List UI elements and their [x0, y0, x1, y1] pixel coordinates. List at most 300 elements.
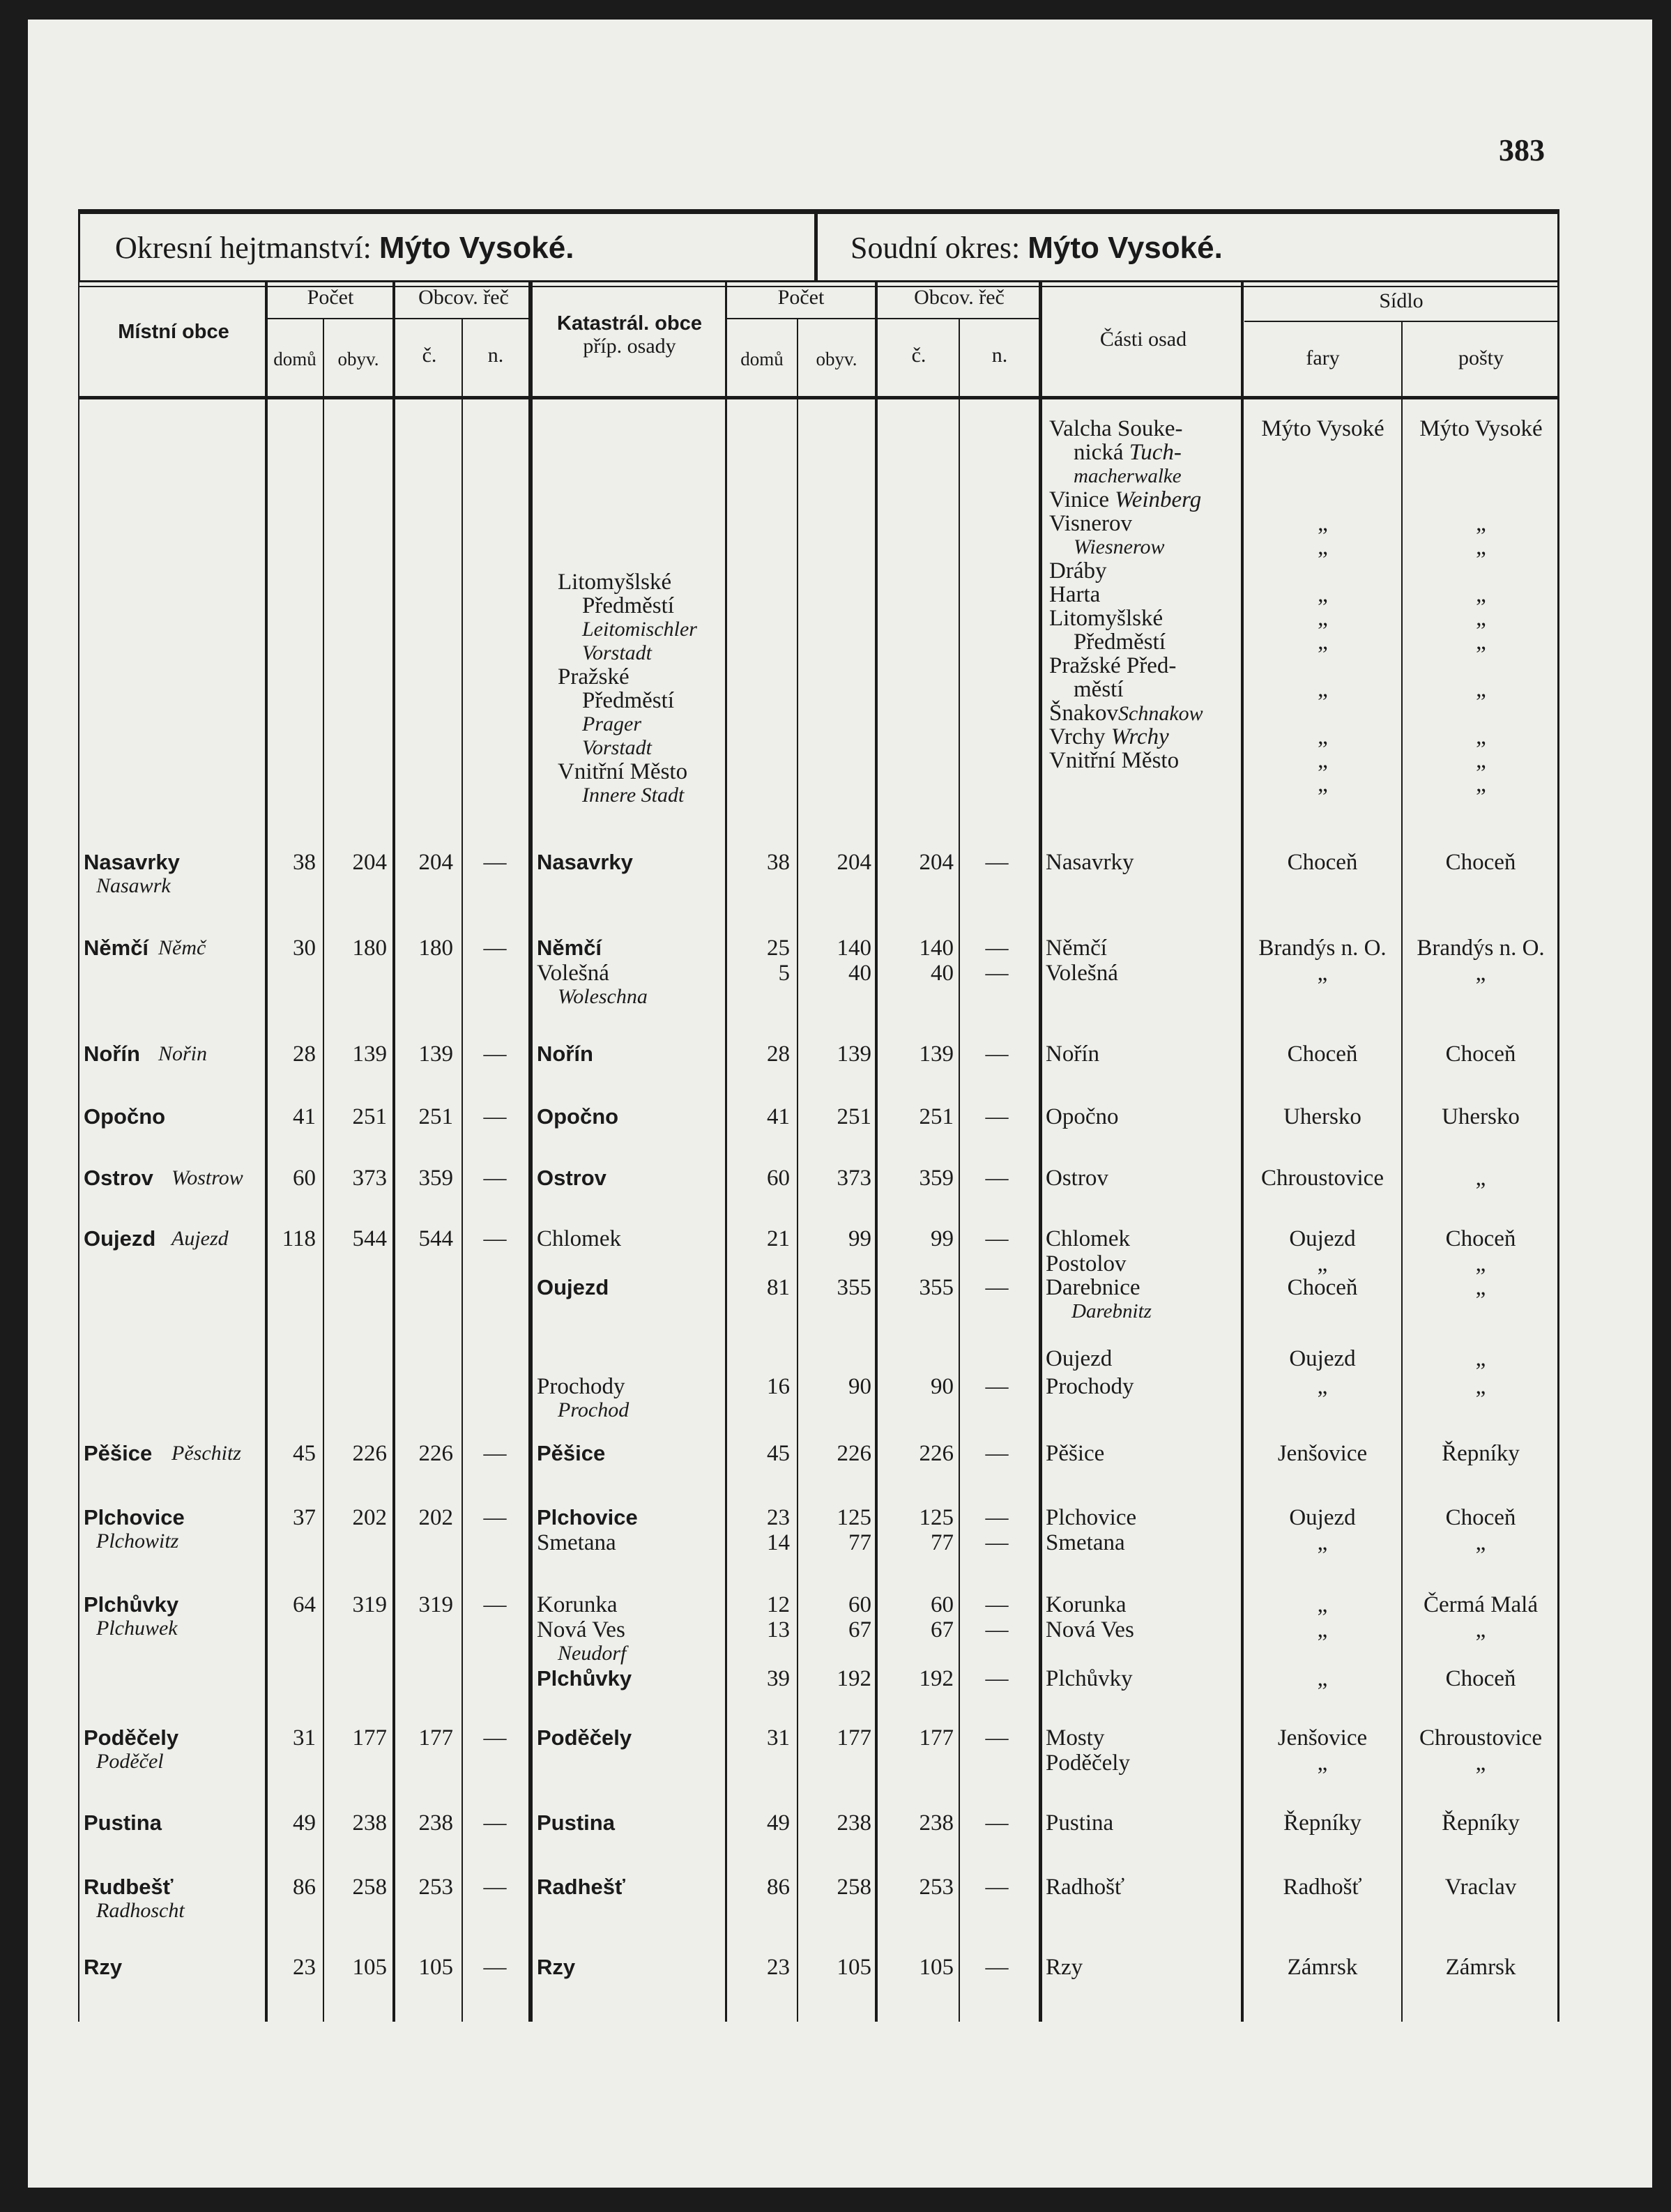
domu-value: 28	[293, 1042, 316, 1067]
posty-ditto: „	[1476, 606, 1486, 631]
domu-value: 64	[293, 1592, 316, 1617]
obec-name-de: Aujezd	[171, 1227, 229, 1250]
domu-value: 23	[767, 1505, 790, 1530]
col-domu-1: domů	[273, 349, 316, 369]
katastr-name: Nasavrky	[537, 850, 633, 874]
cast-name: Prochody	[1046, 1374, 1134, 1399]
c-value: 238	[919, 1810, 954, 1836]
obec-name: Nořín	[84, 1042, 140, 1066]
cast-name: Volešná	[1046, 961, 1118, 986]
c-value: 77	[931, 1530, 954, 1555]
n-dash: —	[985, 1666, 1009, 1691]
c-value: 90	[931, 1374, 954, 1399]
c-value: 355	[919, 1275, 954, 1300]
fary-value: Jenšovice	[1277, 1441, 1368, 1466]
domu-value: 41	[767, 1104, 790, 1129]
obec-name: Plchovice	[84, 1505, 185, 1530]
domu-value: 86	[767, 1875, 790, 1900]
cast-name: Harta	[1049, 582, 1101, 607]
c-value: 140	[919, 936, 954, 961]
fary-value: Chroustovice	[1261, 1166, 1384, 1191]
domu-value: 37	[293, 1505, 316, 1530]
c-value: 238	[418, 1810, 453, 1836]
fary-value: „	[1317, 1374, 1328, 1399]
katastr-name: Radhešť	[537, 1875, 625, 1899]
cast-name: Plchovice	[1046, 1505, 1137, 1530]
katastr-name-2: Předměstí	[582, 593, 674, 618]
obec-name-de: Plchuwek	[96, 1617, 178, 1640]
obyv-value: 319	[352, 1592, 387, 1617]
obyv-value: 373	[837, 1166, 871, 1191]
fary-value: „	[1317, 1530, 1328, 1555]
n-dash: —	[985, 936, 1009, 961]
n-dash: —	[483, 1166, 507, 1191]
n-dash: —	[483, 936, 507, 961]
katastr-name: Volešná	[537, 961, 609, 986]
posty-ditto: „	[1476, 630, 1486, 655]
obec-name-de: Nasawrk	[96, 874, 171, 897]
title-box-divider	[814, 213, 818, 282]
cast-name: Rzy	[1046, 1955, 1083, 1980]
fary-value: Uhersko	[1283, 1104, 1361, 1129]
obyv-value: 251	[352, 1104, 387, 1129]
cast-name: Visnerov	[1049, 511, 1132, 536]
vline-4	[461, 319, 463, 2022]
obyv-value: 77	[848, 1530, 871, 1555]
posty-value: Řepníky	[1442, 1441, 1520, 1466]
obec-name-de: Poděčel	[96, 1750, 164, 1773]
obyv-value: 258	[352, 1875, 387, 1900]
title-box-left	[78, 213, 80, 282]
posty-ditto: „	[1476, 724, 1486, 749]
posty-ditto: „	[1476, 582, 1486, 607]
obyv-value: 251	[837, 1104, 871, 1129]
katastr-name: Smetana	[537, 1530, 616, 1555]
fary-value: Zámrsk	[1287, 1955, 1358, 1980]
col-obcov-1: Obcov. řeč	[418, 286, 509, 309]
c-value: 99	[931, 1226, 954, 1251]
cast-name: Pustina	[1046, 1810, 1114, 1836]
c-value: 67	[931, 1617, 954, 1642]
col-n-2: n.	[991, 344, 1008, 367]
katastr-name: Ostrov	[537, 1166, 606, 1190]
obyv-value: 192	[837, 1666, 871, 1691]
cast-name: Valcha Souke-	[1049, 416, 1183, 441]
n-dash: —	[985, 1275, 1009, 1300]
cast-name-2: Předměstí	[1074, 630, 1166, 655]
c-value: 226	[919, 1441, 954, 1466]
obyv-value: 238	[352, 1810, 387, 1836]
fary-value: Jenšovice	[1277, 1725, 1368, 1750]
obyv-value: 105	[837, 1955, 871, 1980]
posty-value: Chroustovice	[1419, 1725, 1542, 1750]
obec-name: Ostrov	[84, 1166, 153, 1190]
domu-value: 60	[767, 1166, 790, 1191]
n-dash: —	[985, 1592, 1009, 1617]
n-dash: —	[985, 1505, 1009, 1530]
cast-name: Dráby	[1049, 558, 1107, 583]
cast-name: Oujezd	[1046, 1346, 1113, 1371]
fary-value: Choceň	[1287, 1042, 1358, 1067]
fary-ditto: „	[1318, 582, 1328, 607]
obec-name-de: Plchowitz	[96, 1530, 179, 1553]
obyv-value: 67	[848, 1617, 871, 1642]
obec-name: Rzy	[84, 1955, 123, 1979]
obec-name-de: Radhoscht	[96, 1899, 185, 1922]
fary-ditto: „	[1318, 677, 1328, 702]
domu-value: 118	[282, 1226, 316, 1251]
cast-name: Litomyšlské	[1049, 606, 1163, 631]
n-dash: —	[985, 1725, 1009, 1750]
hdr-subrule-1	[267, 318, 531, 319]
posty-value: „	[1475, 1251, 1486, 1276]
n-dash: —	[483, 1955, 507, 1980]
c-value: 139	[919, 1042, 954, 1067]
posty-value: „	[1475, 1617, 1486, 1642]
cast-name: Ostrov	[1046, 1166, 1108, 1191]
posty-value: Choceň	[1445, 1505, 1516, 1530]
domu-value: 60	[293, 1166, 316, 1191]
hdr-subrule-2	[727, 318, 1039, 319]
cast-name-de: Darebnitz	[1071, 1300, 1152, 1322]
n-dash: —	[483, 1226, 507, 1251]
posty-value: „	[1475, 1530, 1486, 1555]
domu-value: 12	[767, 1592, 790, 1617]
posty-value: Choceň	[1445, 850, 1516, 875]
katastr-name-de: Neudorf	[558, 1642, 627, 1665]
posty-value: „	[1475, 961, 1486, 986]
obyv-value: 177	[837, 1725, 871, 1750]
c-value: 192	[919, 1666, 954, 1691]
vline-3	[392, 282, 395, 2022]
posty-ditto: „	[1476, 748, 1486, 773]
domu-value: 45	[293, 1441, 316, 1466]
domu-value: 39	[767, 1666, 790, 1691]
n-dash: —	[985, 1810, 1009, 1836]
c-value: 40	[931, 961, 954, 986]
fary-value: „	[1317, 1617, 1328, 1642]
posty-ditto: „	[1476, 535, 1486, 560]
col-c-2: č.	[911, 344, 926, 367]
katastr-de: Leitomischler	[582, 618, 697, 641]
c-value: 180	[418, 936, 453, 961]
obec-name: Plchůvky	[84, 1592, 179, 1617]
c-value: 105	[418, 1955, 453, 1980]
obyv-value: 40	[848, 961, 871, 986]
obec-name: Pěšice	[84, 1441, 153, 1465]
cast-name: Nasavrky	[1046, 850, 1134, 875]
col-pocet-1: Počet	[307, 286, 354, 309]
cast-name: Vinice Weinberg	[1049, 487, 1202, 512]
c-value: 60	[931, 1592, 954, 1617]
obyv-value: 226	[837, 1441, 871, 1466]
cast-name: Postolov	[1046, 1251, 1127, 1276]
domu-value: 38	[293, 850, 316, 875]
domu-value: 23	[767, 1955, 790, 1980]
katastr-name: Němčí	[537, 936, 602, 960]
obec-name: Němčí	[84, 936, 149, 960]
posty-value: „	[1475, 1275, 1486, 1300]
posty-value: „	[1475, 1166, 1486, 1191]
fary-value: „	[1317, 1251, 1328, 1276]
c-value: 251	[919, 1104, 954, 1129]
posty-value: Brandýs n. O.	[1417, 936, 1545, 961]
okres-label: Okresní hejtmanství:	[115, 231, 372, 265]
katastr-name: Nová Ves	[537, 1617, 625, 1642]
c-value: 139	[418, 1042, 453, 1067]
cast-name: Korunka	[1046, 1592, 1127, 1617]
obyv-value: 204	[352, 850, 387, 875]
fary-ditto: „	[1318, 772, 1328, 797]
c-value: 177	[418, 1725, 453, 1750]
obyv-value: 105	[352, 1955, 387, 1980]
n-dash: —	[483, 1725, 507, 1750]
fary-value: „	[1317, 1750, 1328, 1776]
fary-ditto: „	[1318, 748, 1328, 773]
header-bottom-rule	[78, 396, 1559, 399]
domu-value: 86	[293, 1875, 316, 1900]
col-domu-2: domů	[740, 349, 784, 369]
posty-value: Choceň	[1445, 1226, 1516, 1251]
obec-name: Nasavrky	[84, 850, 180, 874]
katastr-name: Pražské	[558, 664, 630, 689]
domu-value: 49	[293, 1810, 316, 1836]
obec-name: Rudbešť	[84, 1875, 174, 1899]
domu-value: 16	[767, 1374, 790, 1399]
posty-value: Zámrsk	[1445, 1955, 1516, 1980]
col-katastr-2: příp. osady	[583, 335, 676, 358]
fary-ditto: „	[1318, 630, 1328, 655]
n-dash: —	[985, 1104, 1009, 1129]
col-c-1: č.	[422, 344, 437, 367]
obyv-value: 139	[352, 1042, 387, 1067]
katastr-name: Plchůvky	[537, 1666, 632, 1691]
col-sidlo: Sídlo	[1379, 289, 1424, 312]
katastr-name: Vnitřní Město	[558, 759, 688, 784]
posty-value: Čermá Malá	[1423, 1592, 1539, 1617]
posty-value: Choceň	[1445, 1666, 1516, 1691]
n-dash: —	[985, 1617, 1009, 1642]
obec-name: Pustina	[84, 1810, 162, 1835]
obec-name: Poděčely	[84, 1725, 179, 1750]
obyv-value: 226	[352, 1441, 387, 1466]
katastr-de: Innere Stadt	[582, 784, 685, 807]
cast-de: Wiesnerow	[1074, 535, 1165, 558]
domu-value: 41	[293, 1104, 316, 1129]
cast-name: Němčí	[1046, 936, 1107, 961]
c-value: 204	[919, 850, 954, 875]
cast-name: Nořín	[1046, 1042, 1099, 1067]
posty-ditto: „	[1476, 511, 1486, 536]
fary-ditto: „	[1318, 724, 1328, 749]
posty-value: Uhersko	[1442, 1104, 1520, 1129]
n-dash: —	[985, 1042, 1009, 1067]
c-value: 251	[418, 1104, 453, 1129]
c-value: 253	[919, 1875, 954, 1900]
domu-value: 38	[767, 850, 790, 875]
cast-name: Mosty	[1046, 1725, 1105, 1750]
col-n-1: n.	[487, 344, 504, 367]
col-casti-osad: Části osad	[1099, 328, 1187, 351]
okres-title	[115, 230, 574, 266]
fary-value: Radhošť	[1283, 1875, 1362, 1900]
domu-value: 21	[767, 1226, 790, 1251]
title-box-right	[1557, 213, 1559, 282]
col-katastr: Katastrál. obce	[557, 312, 702, 335]
cast-name: ŠnakovSchnakow	[1049, 701, 1203, 726]
col-fary: fary	[1306, 346, 1340, 369]
katastr-name-2: Předměstí	[582, 688, 674, 713]
katastr-name: Korunka	[537, 1592, 618, 1617]
posty-ditto: „	[1476, 772, 1486, 797]
okres-value: Mýto Vysoké.	[379, 231, 574, 265]
soud-value: Mýto Vysoké.	[1028, 231, 1223, 265]
obyv-value: 60	[848, 1592, 871, 1617]
katastr-name: Litomyšlské	[558, 570, 672, 595]
posty-value: Řepníky	[1442, 1810, 1520, 1836]
fary-value: Choceň	[1287, 1275, 1358, 1300]
n-dash: —	[985, 1226, 1009, 1251]
c-value: 319	[418, 1592, 453, 1617]
katastr-de-2: Vorstadt	[582, 736, 653, 759]
obyv-value: 139	[837, 1042, 871, 1067]
col-obcov-2: Obcov. řeč	[914, 286, 1005, 309]
katastr-name: Pustina	[537, 1810, 615, 1835]
fary-value: Brandýs n. O.	[1258, 936, 1387, 961]
katastr-name: Opočno	[537, 1104, 619, 1129]
obec-name-de: Pěschitz	[171, 1442, 241, 1465]
vline-left	[78, 282, 79, 2022]
cast-name: Vrchy Wrchy	[1049, 724, 1169, 749]
vline-5	[528, 282, 533, 2022]
obyv-value: 355	[837, 1275, 871, 1300]
col-pocet-2: Počet	[777, 286, 825, 309]
fary-value: Oujezd	[1289, 1346, 1356, 1371]
posty-value: Choceň	[1445, 1042, 1516, 1067]
posty-value: Mýto Vysoké	[1419, 416, 1543, 441]
domu-value: 14	[767, 1530, 790, 1555]
cast-name: Vnitřní Město	[1049, 748, 1180, 773]
c-value: 177	[919, 1725, 954, 1750]
soud-label: Soudní okres:	[850, 231, 1021, 265]
domu-value: 23	[293, 1955, 316, 1980]
obyv-value: 140	[837, 936, 871, 961]
domu-value: 31	[767, 1725, 790, 1750]
fary-value: Oujezd	[1289, 1505, 1356, 1530]
cast-name: Nová Ves	[1046, 1617, 1134, 1642]
domu-value: 5	[778, 961, 790, 986]
obyv-value: 373	[352, 1166, 387, 1191]
katastr-name-de: Prochod	[558, 1398, 630, 1421]
cast-name-2: městí	[1074, 677, 1124, 702]
fary-value: „	[1317, 1592, 1328, 1617]
vline-8	[875, 282, 878, 2022]
n-dash: —	[985, 1955, 1009, 1980]
posty-value: „	[1475, 1750, 1486, 1776]
c-value: 204	[418, 850, 453, 875]
c-value: 125	[919, 1505, 954, 1530]
fary-value: „	[1317, 961, 1328, 986]
fary-ditto: „	[1318, 511, 1328, 536]
katastr-name: Plchovice	[537, 1505, 638, 1530]
c-value: 253	[418, 1875, 453, 1900]
c-value: 359	[919, 1166, 954, 1191]
fary-ditto: „	[1318, 535, 1328, 560]
domu-value: 25	[767, 936, 790, 961]
obyv-value: 544	[352, 1226, 387, 1251]
cast-name: Poděčely	[1046, 1750, 1130, 1776]
fary-value: Řepníky	[1283, 1810, 1361, 1836]
obec-name-de: Nořin	[158, 1042, 208, 1065]
n-dash: —	[985, 1374, 1009, 1399]
obyv-value: 180	[352, 936, 387, 961]
c-value: 105	[919, 1955, 954, 1980]
n-dash: —	[483, 850, 507, 875]
katastr-name: Prochody	[537, 1374, 625, 1399]
katastr-name: Nořín	[537, 1042, 593, 1066]
n-dash: —	[985, 1441, 1009, 1466]
n-dash: —	[985, 850, 1009, 875]
n-dash: —	[483, 1104, 507, 1129]
obec-name: Oujezd	[84, 1226, 156, 1251]
obyv-value: 258	[837, 1875, 871, 1900]
katastr-name: Poděčely	[537, 1725, 632, 1750]
cast-name: Darebnice	[1046, 1275, 1140, 1300]
katastr-name-de: Woleschna	[558, 985, 648, 1008]
c-value: 202	[418, 1505, 453, 1530]
vline-6	[725, 282, 727, 2022]
n-dash: —	[985, 1530, 1009, 1555]
col-posty: pošty	[1458, 346, 1504, 369]
obec-name-de: Wostrow	[171, 1166, 243, 1189]
fary-value: Mýto Vysoké	[1261, 416, 1384, 441]
katastr-name: Oujezd	[537, 1275, 609, 1299]
katastr-name: Pěšice	[537, 1441, 606, 1465]
obyv-value: 99	[848, 1226, 871, 1251]
katastr-name: Chlomek	[537, 1226, 621, 1251]
n-dash: —	[483, 1875, 507, 1900]
katastr-de-2: Vorstadt	[582, 641, 653, 664]
posty-ditto: „	[1476, 677, 1486, 702]
cast-name-2: nická Tuch-	[1074, 440, 1182, 465]
n-dash: —	[483, 1505, 507, 1530]
posty-value: „	[1475, 1346, 1486, 1371]
n-dash: —	[483, 1592, 507, 1617]
fary-value: Choceň	[1287, 850, 1358, 875]
n-dash: —	[985, 1166, 1009, 1191]
vline-1	[265, 282, 268, 2022]
c-value: 359	[418, 1166, 453, 1191]
obec-name-de: Němč	[158, 936, 206, 959]
domu-value: 45	[767, 1441, 790, 1466]
cast-name: Pěšice	[1046, 1441, 1105, 1466]
posty-value: „	[1475, 1374, 1486, 1399]
cast-de-2: macherwalke	[1074, 465, 1182, 487]
domu-value: 28	[767, 1042, 790, 1067]
col-obyv-1: obyv.	[337, 349, 379, 369]
page-number: 383	[1499, 133, 1545, 167]
soud-title	[850, 230, 1223, 266]
n-dash: —	[483, 1810, 507, 1836]
vline-10	[1039, 282, 1042, 2022]
cast-name: Chlomek	[1046, 1226, 1130, 1251]
domu-value: 81	[767, 1275, 790, 1300]
obyv-value: 238	[837, 1810, 871, 1836]
domu-value: 30	[293, 936, 316, 961]
vline-9	[959, 319, 960, 2022]
domu-value: 49	[767, 1810, 790, 1836]
n-dash: —	[985, 1875, 1009, 1900]
